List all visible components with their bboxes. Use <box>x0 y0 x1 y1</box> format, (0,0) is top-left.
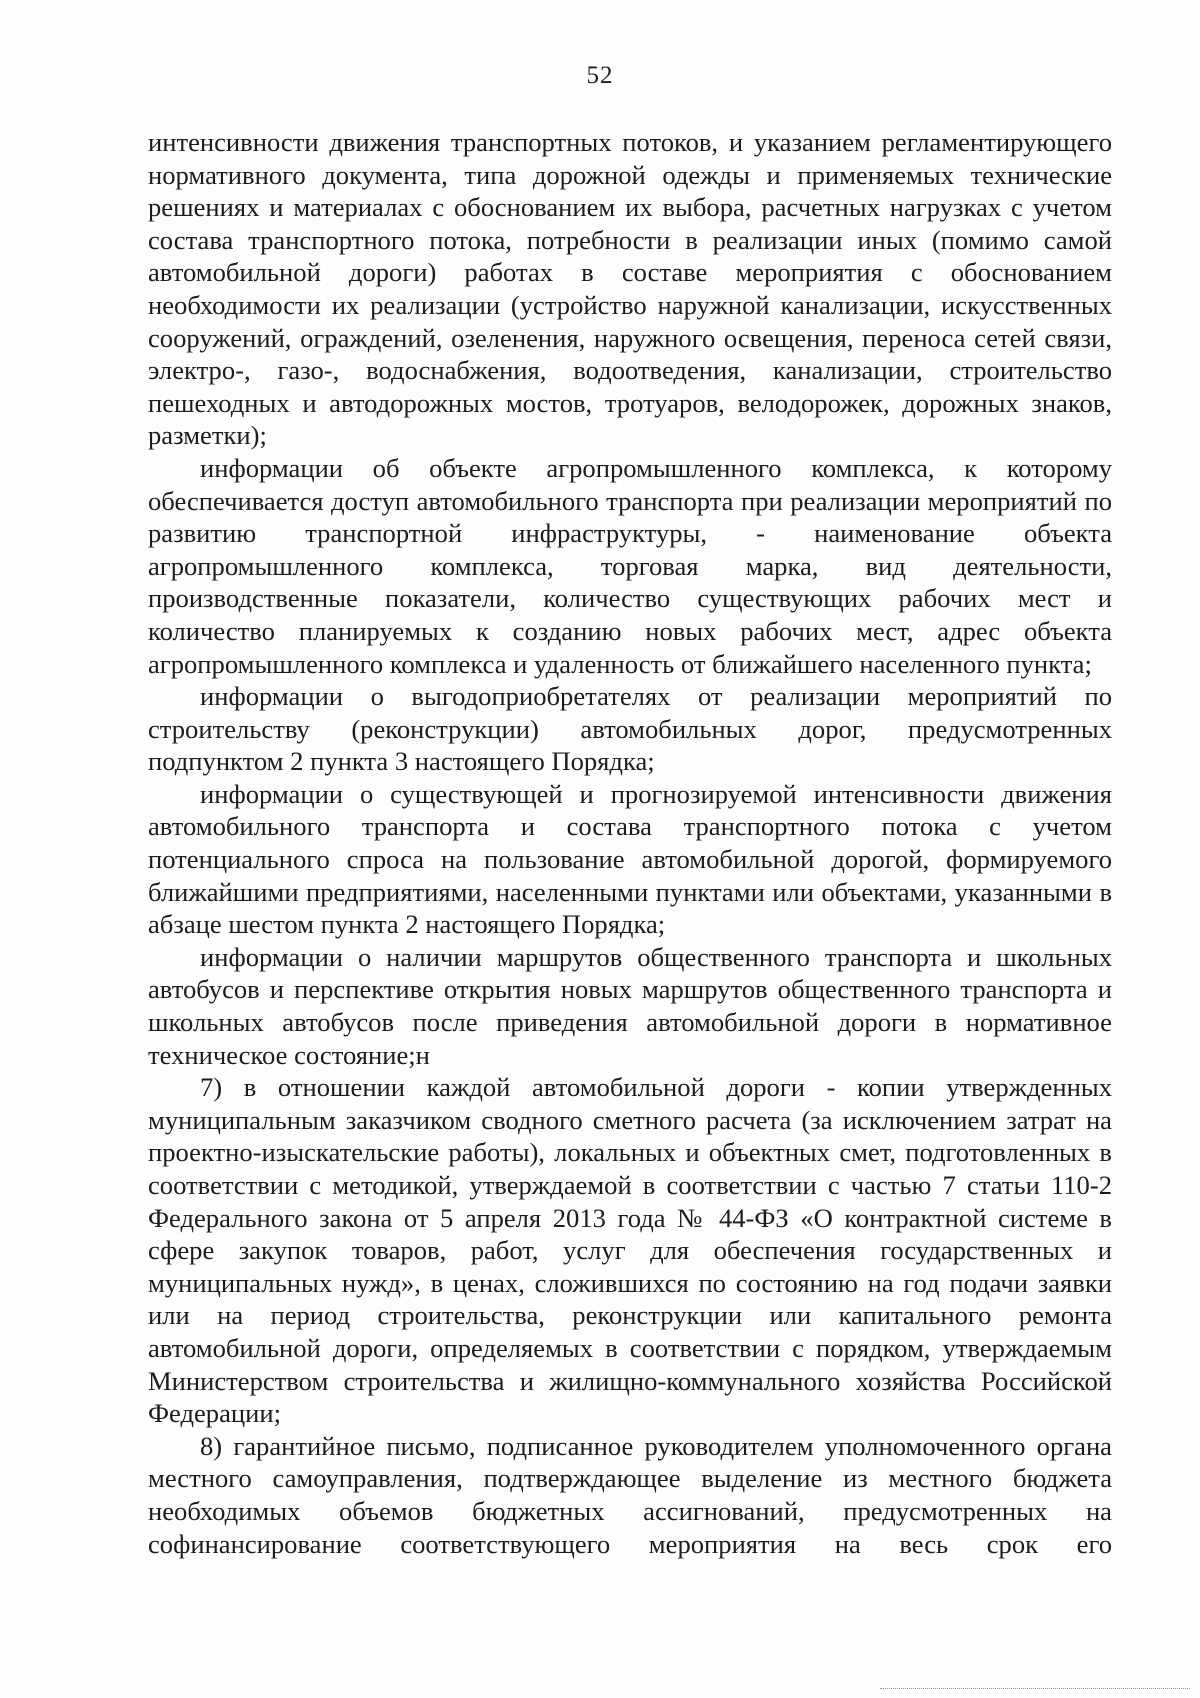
document-body <box>148 126 1112 1560</box>
paragraph-continuation: интенсивности движения транспортных потоков, и указанием регламентирующего нормативного документа, типа дорожной одежды и применяемых технические решениях и материалах с обоснованием их выбора, расчетных нагрузках с учетом состава транспортного потока, потребности в реализации иных (помимо самой автомобильной дороги) работах в составе мероприятия с обоснованием необходимости их реализации (устройство наружной канализации, искусственных сооружений, ограждений, озеленения, наружного освещения, переноса сетей связи, электро-, газо-, водоснабжения, водоотведения, канализации, строительство пешеходных и автодорожных мостов, тротуаров, велодорожек, дорожных знаков, разметки); <box>148 127 1112 451</box>
paragraph-item-8: 8) гарантийное письмо, подписанное руководителем уполномоченного органа местного самоуправления, подтверждающее выделение из местного бюджета необходимых объемов бюджетных ассигнований, предусмотренных на софинансирование соответствующего мероприятия на весь срок его <box>148 1430 1112 1559</box>
paragraph-item-7: 7) в отношении каждой автомобильной дороги - копии утвержденных муниципальным заказчиком сводного сметного расчета (за исключением затрат на проектно-изыскательские работы), локальных и объектных смет, подготовленных в соответствии с методикой, утверждаемой в соответствии с частью 7 статьи 110-2 Федерального закона от 5 апреля 2013 года № 44-ФЗ «О контрактной системе в сфере закупок товаров, работ, услуг для обеспечения государственных и муниципальных нужд», в ценах, сложившихся по состоянию на год подачи заявки или на период строительства, реконструкции или капитального ремонта автомобильной дороги, определяемых в соответствии с порядком, утверждаемым Министерством строительства и жилищно-коммунального хозяйства Российской Федерации; <box>148 1072 1112 1429</box>
paragraph-public-transport-info: информации о наличии маршрутов общественного транспорта и школьных автобусов и перспективе открытия новых маршрутов общественного транспорта и школьных автобусов после приведения автомобильной дороги в нормативное техническое состояние;н <box>148 941 1112 1070</box>
paragraph-beneficiaries-info: информации о выгодоприобретателях от реализации мероприятий по строительству (реконструкции) автомобильных дорог, предусмотренных подпунктом 2 пункта 3 настоящего Порядка; <box>148 681 1112 777</box>
paragraph-traffic-intensity-info: информации о существующей и прогнозируемой интенсивности движения автомобильного транспорта и состава транспортного потока с учетом потенциального спроса на пользование автомобильной дорогой, формируемого ближайшими предприятиями, населенными пунктами или объектами, указанными в абзаце шестом пункта 2 настоящего Порядка; <box>148 778 1112 940</box>
paragraph-agro-complex-info: информации об объекте агропромышленного комплекса, к которому обеспечивается доступ автомобильного транспорта при реализации мероприятий по развитию транспортной инфраструктуры, - наименование объекта агропромышленного комплекса, торговая марка, вид деятельности, производственные показатели, количество существующих рабочих мест и количество планируемых к созданию новых рабочих мест, адрес объекта агропромышленного комплекса и удаленность от ближайшего населенного пункта; <box>148 452 1112 679</box>
page-number: 52 <box>586 62 614 89</box>
scan-edge-line <box>880 1688 1190 1690</box>
